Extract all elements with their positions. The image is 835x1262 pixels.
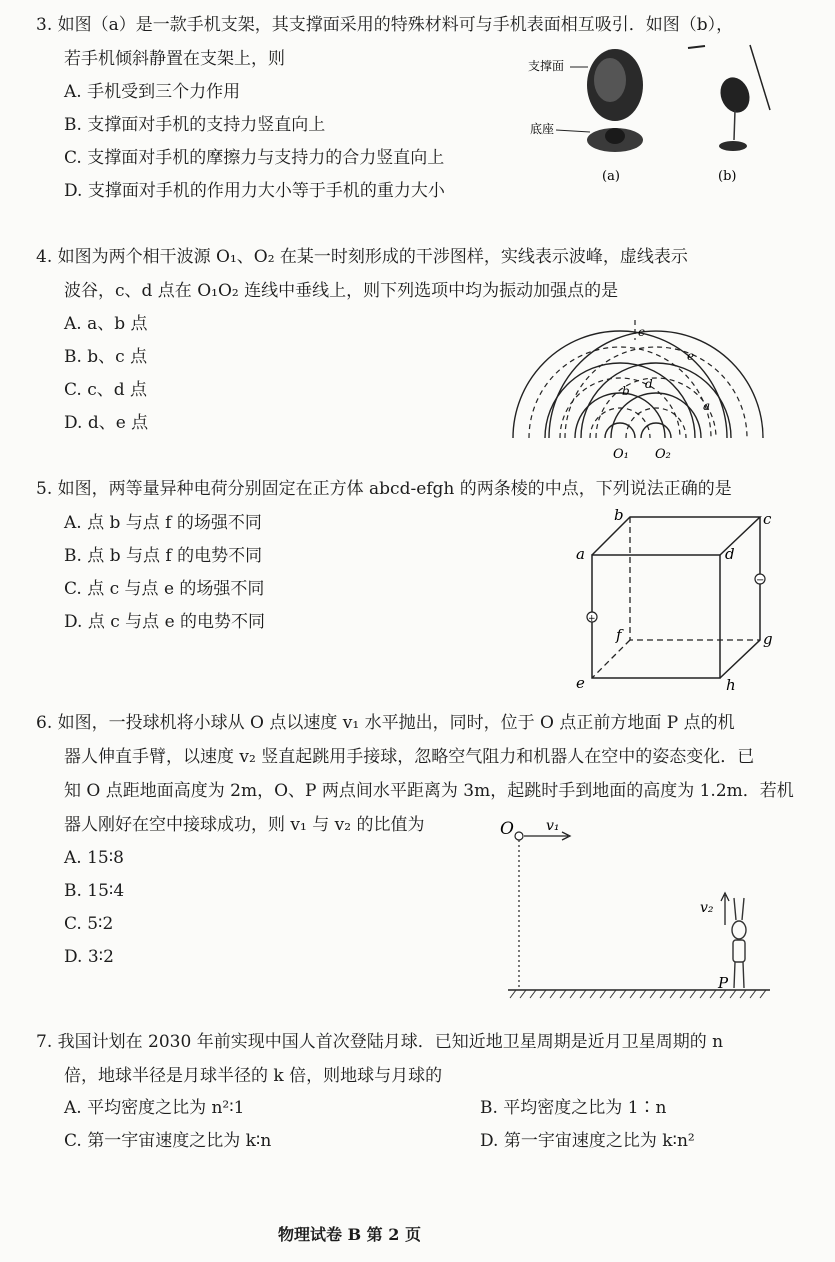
- q6-stem-line1: 6. 如图，一投球机将小球从 O 点以速度 v₁ 水平抛出，同时，位于 O 点正前方地面 P 点的机: [36, 713, 735, 733]
- v1-label: v₁: [546, 818, 560, 834]
- q6-option-d[interactable]: D. 3∶2: [64, 947, 114, 967]
- q7-option-a[interactable]: A. 平均密度之比为 n²∶1: [64, 1098, 245, 1118]
- q3-option-d[interactable]: D. 支撑面对手机的作用力大小等于手机的重力大小: [64, 181, 445, 201]
- vertex-c-label: c: [763, 510, 772, 528]
- q6-stem-line3: 知 O 点距地面高度为 2m，O、P 两点间水平距离为 3m，起跳时手到地面的高度为 1.2m．若机: [64, 781, 794, 801]
- q4-option-a[interactable]: A. a、b 点: [64, 314, 148, 334]
- vertex-f-label: f: [616, 626, 622, 644]
- vertex-d-label: d: [725, 545, 735, 563]
- vertex-g-label: g: [763, 630, 773, 648]
- q5-option-b[interactable]: B. 点 b 与点 f 的电势不同: [64, 546, 263, 566]
- point-b-label: b: [622, 384, 630, 398]
- phone-holder-figure: [520, 40, 790, 190]
- q4-stem-line1: 4. 如图为两个相干波源 O₁、O₂ 在某一时刻形成的干涉图样，实线表示波峰，虚线表示: [36, 247, 688, 267]
- support-surface-label: 支撑面: [528, 59, 565, 73]
- q5-option-d[interactable]: D. 点 c 与点 e 的电势不同: [64, 612, 266, 632]
- q4-option-d[interactable]: D. d、e 点: [64, 413, 149, 433]
- q3-option-b[interactable]: B. 支撑面对手机的支持力竖直向上: [64, 115, 326, 135]
- q6-option-c[interactable]: C. 5∶2: [64, 914, 114, 934]
- base-label: 底座: [530, 122, 555, 136]
- vertex-a-label: a: [576, 545, 585, 563]
- point-d-label: d: [645, 377, 653, 391]
- q4-option-b[interactable]: B. b、c 点: [64, 347, 148, 367]
- cube-figure: [570, 500, 785, 695]
- q3-stem-line1: 3. 如图（a）是一款手机支架，其支撑面采用的特殊材料可与手机表面相互吸引．如图（b），: [36, 15, 734, 35]
- source-o1-label: O₁: [613, 447, 629, 462]
- q6-stem-line2: 器人伸直手臂，以速度 v₂ 竖直起跳用手接球，忽略空气阻力和机器人在空中的姿态变化．已: [64, 747, 755, 767]
- q3-option-a[interactable]: A. 手机受到三个力作用: [64, 82, 241, 102]
- page-footer: 物理试卷 B 第 2 页: [278, 1225, 421, 1244]
- q5-option-c[interactable]: C. 点 c 与点 e 的场强不同: [64, 579, 265, 599]
- source-o2-label: O₂: [655, 447, 671, 462]
- vertex-e-label: e: [576, 674, 585, 692]
- plus-sign: +: [588, 614, 596, 624]
- q3-stem-line2: 若手机倾斜静置在支架上，则: [64, 49, 285, 69]
- q5-stem-line1: 5. 如图，两等量异种电荷分别固定在正方体 abcd-efgh 的两条棱的中点，下列说法正确的是: [36, 479, 732, 499]
- q7-option-d[interactable]: D. 第一宇宙速度之比为 k∶n²: [480, 1131, 695, 1151]
- q6-option-b[interactable]: B. 15∶4: [64, 881, 125, 901]
- point-e-label: e: [687, 349, 695, 363]
- q7-stem-line2: 倍，地球半径是月球半径的 k 倍，则地球与月球的: [64, 1066, 443, 1086]
- q6-option-a[interactable]: A. 15∶8: [64, 848, 124, 868]
- minus-sign: −: [756, 575, 765, 586]
- vertex-h-label: h: [726, 676, 736, 694]
- vertex-b-label: b: [614, 506, 624, 524]
- projectile-robot-figure: [500, 810, 780, 1010]
- q7-stem-line1: 7. 我国计划在 2030 年前实现中国人首次登陆月球．已知近地卫星周期是近月卫星周期的 n: [36, 1032, 724, 1052]
- point-c-label: c: [638, 325, 645, 339]
- ball: [515, 832, 523, 840]
- v2-label: v₂: [700, 900, 714, 916]
- q4-stem-line2: 波谷，c、d 点在 O₁O₂ 连线中垂线上，则下列选项中均为振动加强点的是: [64, 281, 619, 301]
- interference-pattern-figure: [505, 300, 790, 470]
- point-a-label: a: [703, 399, 711, 413]
- q7-option-c[interactable]: C. 第一宇宙速度之比为 k∶n: [64, 1131, 272, 1151]
- q7-option-b[interactable]: B. 平均密度之比为 1∶n: [480, 1098, 667, 1118]
- q4-option-c[interactable]: C. c、d 点: [64, 380, 148, 400]
- point-o-label: O: [500, 819, 514, 839]
- q6-stem-line4: 器人刚好在空中接球成功，则 v₁ 与 v₂ 的比值为: [64, 815, 425, 835]
- point-p-label: P: [718, 974, 729, 992]
- q3-option-c[interactable]: C. 支撑面对手机的摩擦力与支持力的合力竖直向上: [64, 148, 445, 168]
- q5-option-a[interactable]: A. 点 b 与点 f 的场强不同: [64, 513, 262, 533]
- caption-b: (b): [718, 169, 737, 184]
- caption-a: (a): [602, 169, 620, 184]
- robot-icon: [732, 898, 746, 988]
